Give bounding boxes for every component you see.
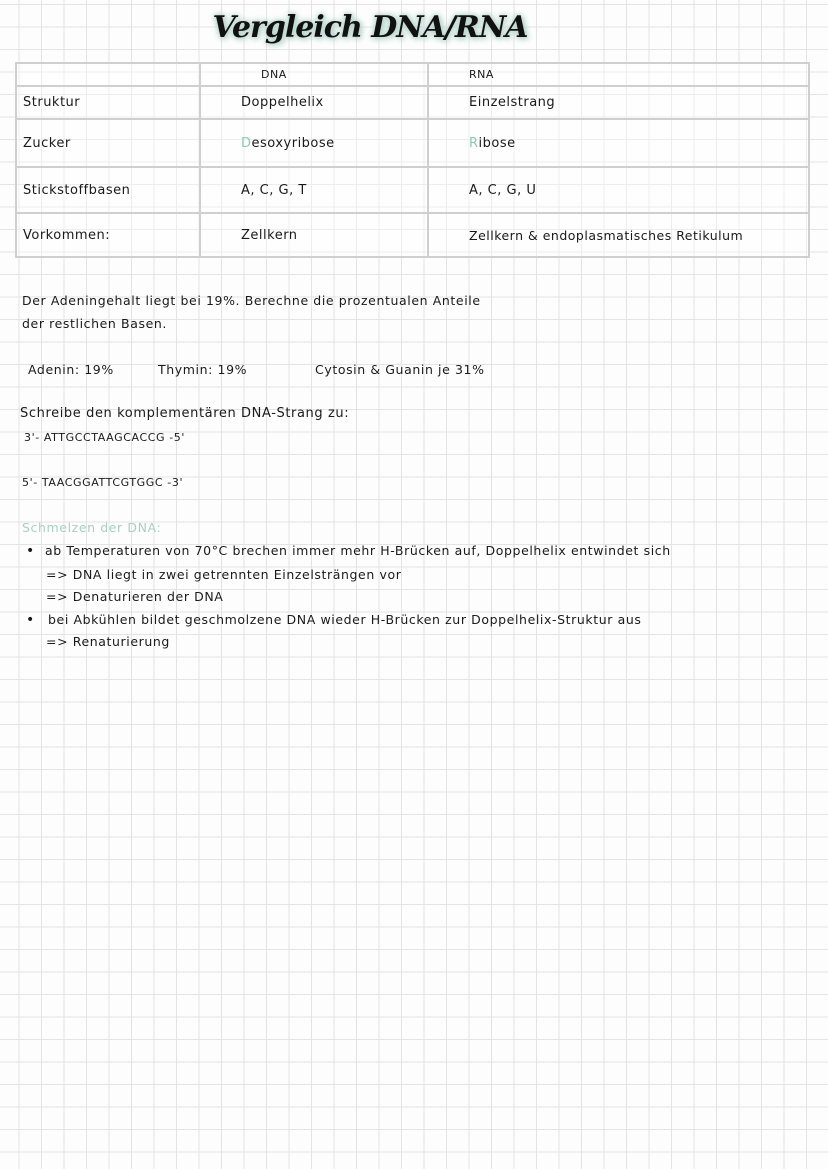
answer-thymin: Thymin: 19% — [158, 362, 248, 377]
row-label: Struktur — [16, 86, 200, 119]
dna-cell: A, C, G, T — [200, 167, 428, 213]
row-label: Stickstoffbasen — [16, 167, 200, 213]
table-row — [16, 213, 809, 257]
melting-sub-1: => DNA liegt in zwei getrennten Einzelsträngen vor — [46, 567, 402, 582]
row-label: Zucker — [16, 119, 200, 167]
rna-cell: Zellkern & endoplasmatisches Retikulum — [428, 213, 809, 257]
dna-cell — [200, 119, 428, 167]
answer-cytosin-guanin: Cytosin & Guanin je 31% — [315, 362, 485, 377]
rna-cell: A, C, G, U — [428, 167, 809, 213]
given-strand: 3'- ATTGCCTAAGCACCG -5' — [24, 431, 186, 444]
accent-letter: D — [241, 135, 252, 151]
header-cell-empty — [16, 63, 200, 86]
header-cell-dna: DNA — [200, 63, 428, 86]
comparison-table — [15, 62, 810, 258]
table-row — [16, 119, 809, 167]
task2-prompt: Schreibe den komplementären DNA-Strang zu: — [20, 406, 350, 421]
melting-heading: Schmelzen der DNA: — [22, 520, 162, 535]
row-label: Vorkommen: — [16, 213, 200, 257]
complementary-strand: 5'- TAACGGATTCGTGGC -3' — [22, 476, 184, 489]
table-header-row — [16, 63, 809, 86]
cell-text: ibose — [478, 135, 516, 151]
page-title: Vergleich DNA/RNA — [212, 10, 528, 45]
bullet-icon: • — [26, 543, 35, 559]
header-cell-rna: RNA — [428, 63, 809, 86]
melting-bullet-2: bei Abkühlen bildet geschmolzene DNA wieder H-Brücken zur Doppelhelix-Struktur aus — [48, 612, 642, 627]
melting-sub-3: => Renaturierung — [46, 634, 170, 649]
table-row — [16, 167, 809, 213]
answer-adenin: Adenin: 19% — [28, 362, 114, 377]
rna-cell: Einzelstrang — [428, 86, 809, 119]
dna-cell: Doppelhelix — [200, 86, 428, 119]
task1-line1: Der Adeningehalt liegt bei 19%. Berechne die prozentualen Anteile — [22, 293, 481, 308]
melting-bullet-1: ab Temperaturen von 70°C brechen immer mehr H-Brücken auf, Doppelhelix entwindet sich — [45, 543, 671, 558]
task1-line2: der restlichen Basen. — [22, 316, 167, 331]
table-row — [16, 86, 809, 119]
cell-text: esoxyribose — [251, 135, 335, 151]
accent-letter: R — [469, 135, 479, 151]
dna-cell: Zellkern — [200, 213, 428, 257]
rna-cell — [428, 119, 809, 167]
melting-sub-2: => Denaturieren der DNA — [46, 589, 224, 604]
bullet-icon: • — [26, 612, 35, 628]
